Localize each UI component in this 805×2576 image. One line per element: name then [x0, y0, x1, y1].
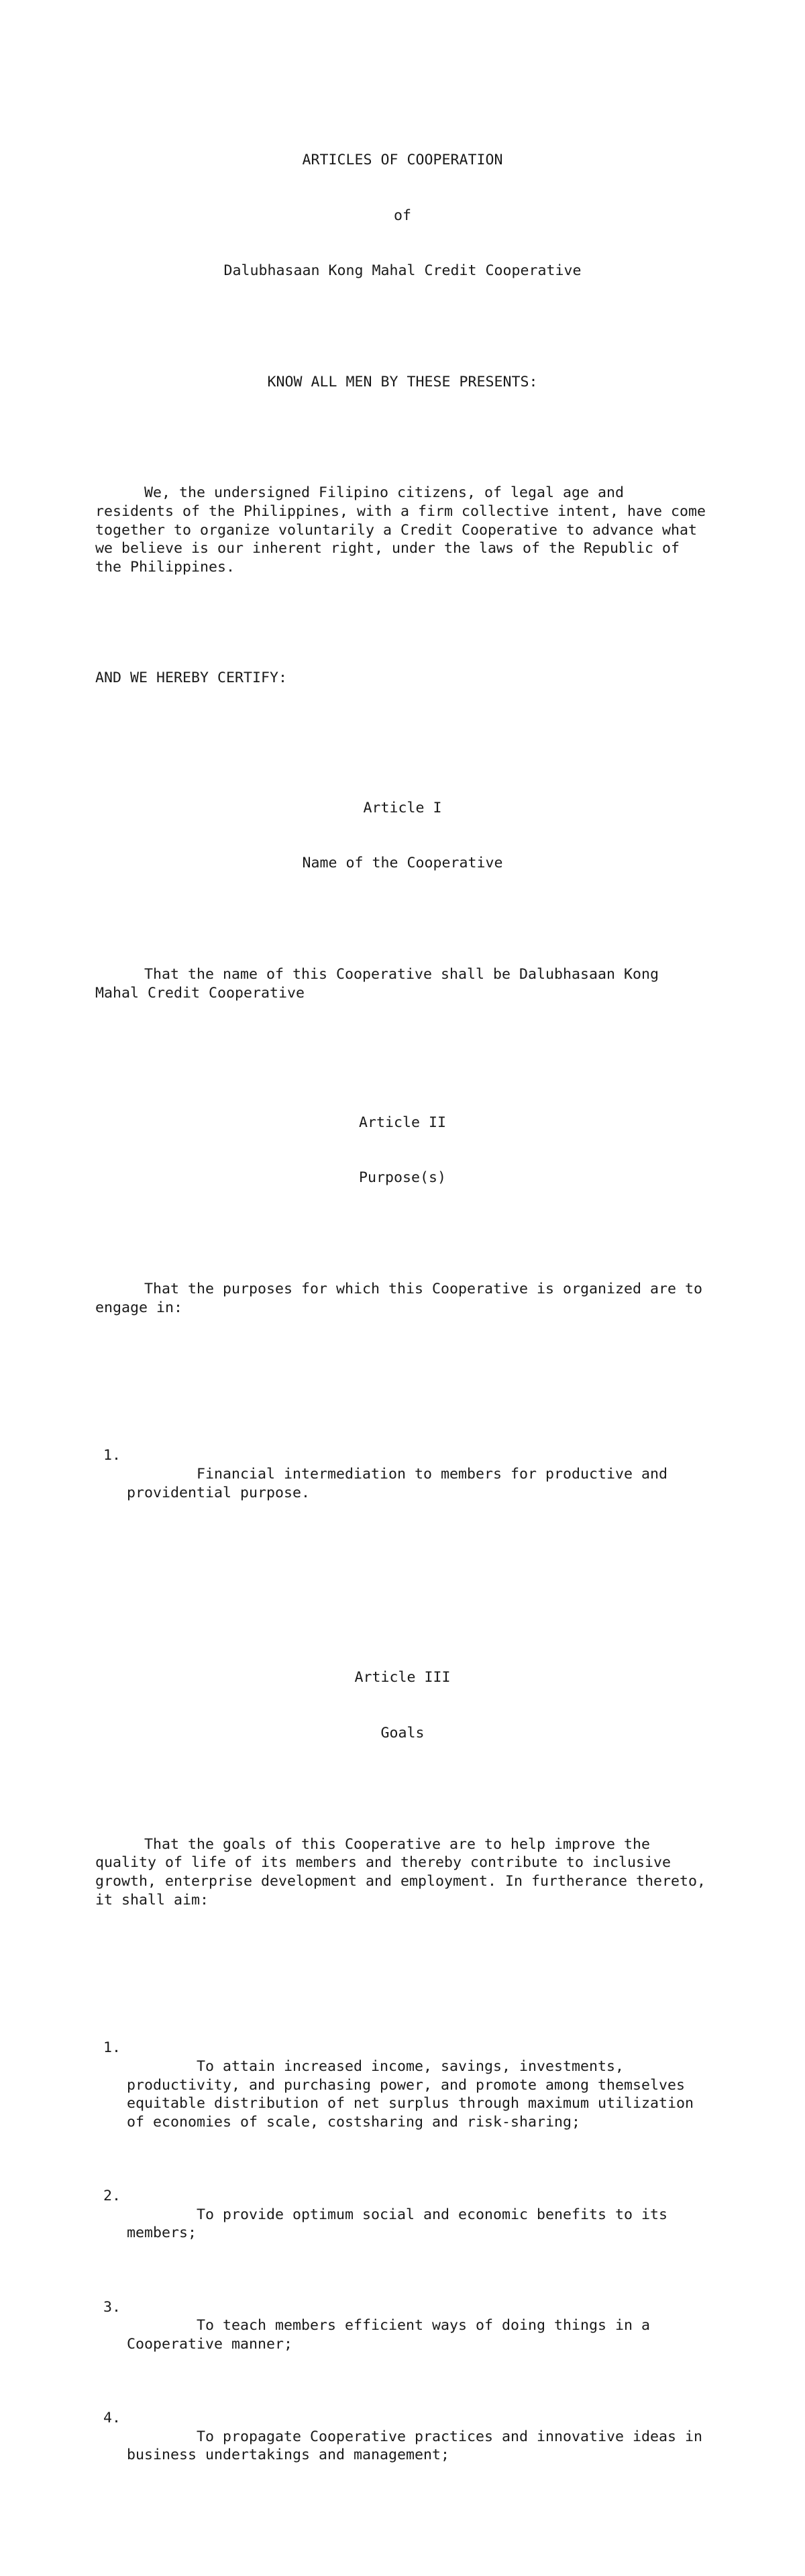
article-2-body: That the purposes for which this Cooperative is organized are to engage in: — [95, 1281, 712, 1316]
list-item — [95, 2409, 710, 2483]
list-item-text: To propagate Cooperative practices and innovative ideas in business undertakings and management; — [127, 2428, 712, 2464]
list-item-text: To attain increased income, savings, investments, productivity, and purchasing power, and promote among themselves equitable distribution of net surplus through maximum utilization of economies of scale, costsharing and risk-sharing; — [127, 2057, 703, 2131]
list-item-number: 4. — [103, 2410, 121, 2427]
article-1-body: That the name of this Cooperative shall be Dalubhasaan Kong Mahal Credit Cooperative — [95, 965, 668, 1002]
know-all-men-heading: KNOW ALL MEN BY THESE PRESENTS: — [267, 373, 538, 390]
article-2-list — [95, 1409, 710, 1558]
intro-paragraph: We, the undersigned Filipino citizens, of legal age and residents of the Philippines, with a firm collective intent, have come together to organize voluntarily a Credit Cooperative to advance what we believe is our inherent right, under the laws of the Republic of the Philippines. — [95, 484, 715, 576]
article-2-number: Article II — [358, 1114, 446, 1131]
title-of: of — [393, 207, 411, 224]
list-item — [95, 2039, 710, 2150]
article-3-number: Article III — [354, 1669, 451, 1686]
article-3-body: That the goals of this Cooperative are to help improve the quality of life of its members and thereby contribute to inclusive growth, enterprise development and employment. In furtherance thereto, it shall aim: — [95, 1835, 715, 1909]
list-item — [95, 1446, 710, 1520]
cooperative-name: Dalubhasaan Kong Mahal Credit Cooperative — [223, 262, 582, 280]
list-item-number: 1. — [103, 1447, 121, 1464]
document-body — [95, 95, 715, 2576]
document-title: ARTICLES OF COOPERATION — [302, 151, 503, 168]
list-item-number: 2. — [103, 2188, 121, 2205]
list-item-text: To teach members efficient ways of doing things in a Cooperative manner; — [127, 2317, 659, 2353]
list-item — [95, 2298, 710, 2372]
list-item — [95, 2187, 710, 2261]
article-3-list — [95, 2002, 710, 2520]
article-2-heading: Purpose(s) — [358, 1169, 446, 1187]
list-item-number: 1. — [103, 2039, 121, 2057]
article-1-heading: Name of the Cooperative — [302, 855, 503, 872]
article-1-number: Article I — [363, 799, 442, 816]
article-3-heading: Goals — [380, 1725, 425, 1742]
certify-heading: AND WE HEREBY CERTIFY: — [95, 669, 288, 687]
list-item-text: To provide optimum social and economic benefits to its members; — [127, 2206, 677, 2242]
list-item-text: Financial intermediation to members for productive and providential purpose. — [127, 1465, 677, 1501]
list-item-number: 3. — [103, 2298, 121, 2316]
